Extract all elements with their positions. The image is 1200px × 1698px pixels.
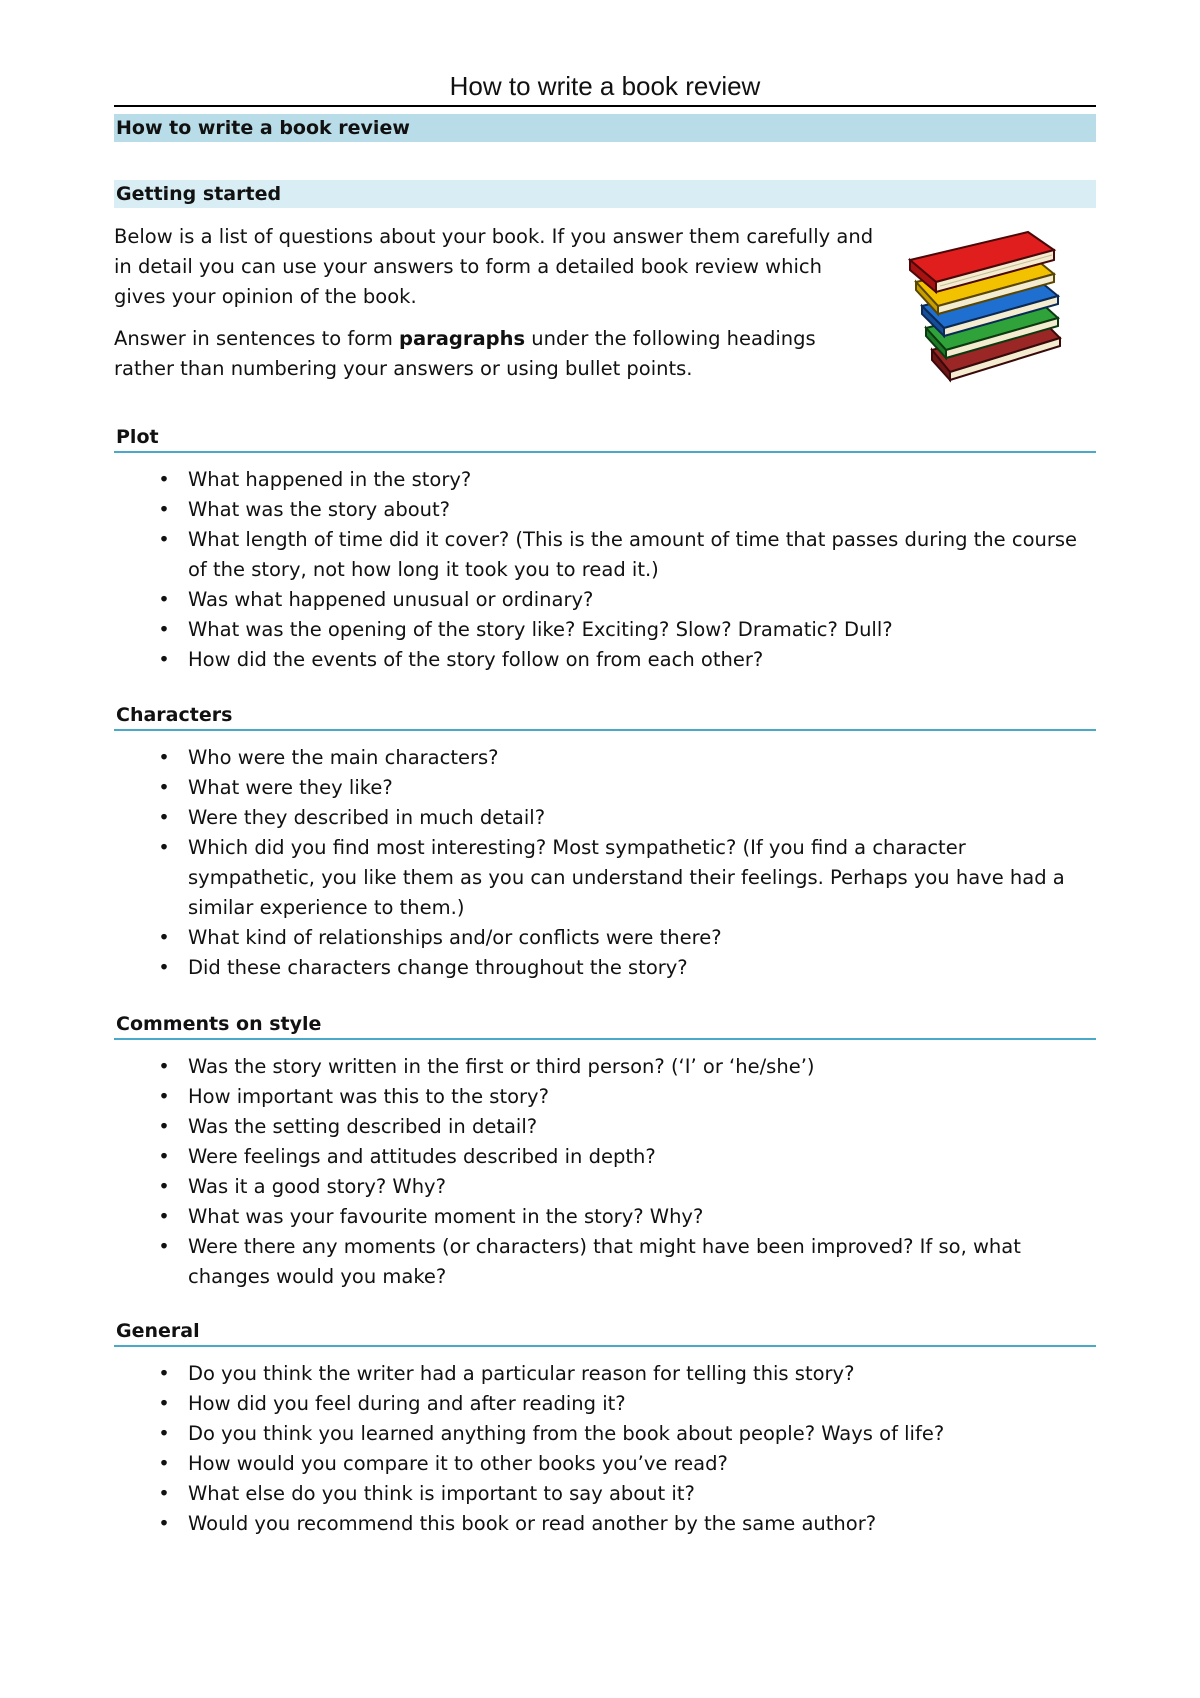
question-text: Were there any moments (or characters) that might have been improved? If so, what changes would you make? (188, 1235, 1021, 1288)
bullet: • (158, 956, 170, 979)
list-item (114, 585, 1096, 615)
question-text: Which did you find most interesting? Most sympathetic? (If you find a character sympathetic, you like them as you can understand their feelings. Perhaps you have had a similar experience to them.) (188, 836, 1065, 919)
question-text: How did the events of the story follow on from each other? (188, 648, 764, 671)
list-item (114, 1052, 1096, 1082)
list-item (114, 833, 1096, 923)
section-heading-characters: Characters (114, 702, 1096, 731)
list-item (114, 923, 1096, 953)
question-text: What was the story about? (188, 498, 450, 521)
bullet: • (158, 528, 170, 551)
question-text: What happened in the story? (188, 468, 472, 491)
list-item (114, 1509, 1096, 1539)
question-text: What was your favourite moment in the story? Why? (188, 1205, 704, 1228)
bullet: • (158, 1392, 170, 1415)
characters-question-list (114, 743, 1096, 983)
bullet: • (158, 926, 170, 949)
list-item (114, 803, 1096, 833)
bullet: • (158, 1115, 170, 1138)
getting-started-heading: Getting started (114, 180, 1096, 208)
list-item (114, 1449, 1096, 1479)
list-item (114, 1419, 1096, 1449)
list-item (114, 495, 1096, 525)
bullet: • (158, 1085, 170, 1108)
bullet: • (158, 1362, 170, 1385)
document-title: How to write a book review (449, 71, 761, 101)
question-text: What length of time did it cover? (This is the amount of time that passes during the course of the story, not how long it took you to read it.) (188, 528, 1078, 581)
list-item (114, 615, 1096, 645)
style-question-list (114, 1052, 1096, 1292)
section-heading-style: Comments on style (114, 1011, 1096, 1040)
question-text: Did these characters change throughout the story? (188, 956, 688, 979)
question-text: Were feelings and attitudes described in depth? (188, 1145, 656, 1168)
plot-question-list (114, 465, 1096, 675)
list-item (114, 1479, 1096, 1509)
paragraphs-emphasis: paragraphs (399, 327, 526, 350)
question-text: How would you compare it to other books you’ve read? (188, 1452, 728, 1475)
bullet: • (158, 1235, 170, 1258)
bullet: • (158, 1145, 170, 1168)
question-text: Do you think the writer had a particular reason for telling this story? (188, 1362, 855, 1385)
intro-paragraph-2 (114, 324, 874, 384)
question-text: What were they like? (188, 776, 393, 799)
bullet: • (158, 1205, 170, 1228)
section-heading-general: General (114, 1318, 1096, 1347)
list-item (114, 1389, 1096, 1419)
bullet: • (158, 1512, 170, 1535)
question-text: What else do you think is important to say about it? (188, 1482, 695, 1505)
bullet: • (158, 1482, 170, 1505)
bullet: • (158, 836, 170, 859)
list-item (114, 525, 1096, 585)
bullet: • (158, 648, 170, 671)
list-item (114, 645, 1096, 675)
question-text: What kind of relationships and/or conflicts were there? (188, 926, 722, 949)
title-underline (114, 105, 1096, 107)
question-text: Was the setting described in detail? (188, 1115, 538, 1138)
intro-paragraph-2-start: Answer in sentences to form (114, 327, 400, 350)
list-item (114, 1172, 1096, 1202)
question-text: Who were the main characters? (188, 746, 499, 769)
question-text: How important was this to the story? (188, 1085, 549, 1108)
list-item (114, 1112, 1096, 1142)
bullet: • (158, 776, 170, 799)
banner-heading: How to write a book review (114, 114, 1096, 142)
books-illustration (902, 220, 1080, 390)
question-text: Do you think you learned anything from the book about people? Ways of life? (188, 1422, 945, 1445)
list-item (114, 1359, 1096, 1389)
list-item (114, 1142, 1096, 1172)
list-item (114, 773, 1096, 803)
section-heading-plot: Plot (114, 424, 1096, 453)
bullet: • (158, 588, 170, 611)
list-item (114, 1082, 1096, 1112)
question-text: How did you feel during and after reading it? (188, 1392, 626, 1415)
list-item (114, 953, 1096, 983)
question-text: Were they described in much detail? (188, 806, 546, 829)
intro-paragraph-1: Below is a list of questions about your book. If you answer them carefully and in detail you can use your answers to form a detailed book review which gives your opinion of the book. (114, 225, 874, 308)
section-comments-on-style (114, 1011, 1096, 1292)
intro-paragraph-2-end: under the following headings rather than numbering your answers or using bullet points. (114, 327, 816, 380)
bullet: • (158, 1175, 170, 1198)
bullet: • (158, 746, 170, 769)
section-general (114, 1318, 1096, 1539)
bullet: • (158, 1055, 170, 1078)
list-item (114, 1202, 1096, 1232)
list-item (114, 465, 1096, 495)
section-plot (114, 424, 1096, 675)
question-text: What was the opening of the story like? Exciting? Slow? Dramatic? Dull? (188, 618, 893, 641)
bullet: • (158, 806, 170, 829)
question-text: Would you recommend this book or read another by the same author? (188, 1512, 877, 1535)
question-text: Was what happened unusual or ordinary? (188, 588, 594, 611)
general-question-list (114, 1359, 1096, 1539)
question-text: Was the story written in the first or third person? (‘I’ or ‘he/she’) (188, 1055, 815, 1078)
intro-text (114, 222, 874, 396)
bullet: • (158, 1422, 170, 1445)
question-text: Was it a good story? Why? (188, 1175, 446, 1198)
list-item (114, 1232, 1096, 1292)
section-characters (114, 702, 1096, 983)
bullet: • (158, 498, 170, 521)
bullet: • (158, 468, 170, 491)
list-item (114, 743, 1096, 773)
bullet: • (158, 1452, 170, 1475)
bullet: • (158, 618, 170, 641)
stack-of-books-icon (902, 220, 1080, 390)
